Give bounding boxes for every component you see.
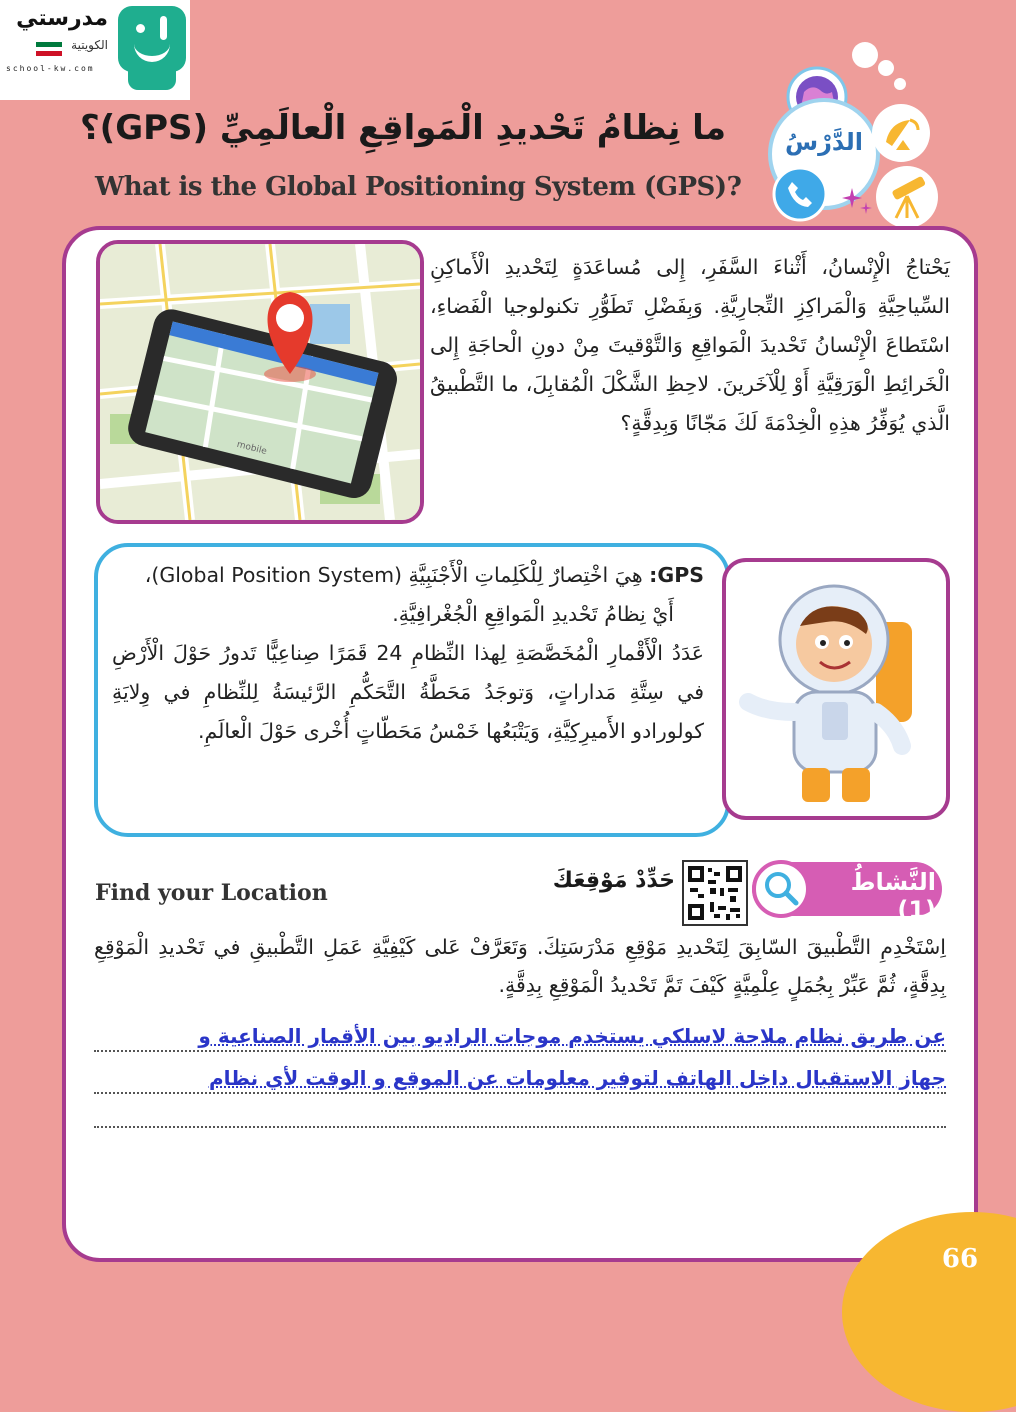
- magnifier-icon: [752, 860, 810, 918]
- activity-title: حَدِّدْ مَوْقِعَكَ: [552, 868, 675, 893]
- phone-icon: [772, 166, 828, 222]
- cloud-bubble-icon: [852, 42, 878, 68]
- definition-line-1: هِيَ اخْتِصارٌ لِلْكَلِماتِ الْأَجْنَبِيَّةِ (Global Position System)،: [144, 563, 643, 587]
- answer-line[interactable]: [94, 1050, 946, 1052]
- phone-brand: mobile: [235, 439, 268, 457]
- page-number: 66: [941, 1244, 979, 1274]
- definition-line-3: عَدَدُ الْأَقْمارِ الْمُخَصَّصَةِ لِهذا النِّظامِ 24 قَمَرًا صِناعِيًّا تَدورُ حَوْلَ الْأَرْضِ في سِتَّةِ مَداراتٍ، وَتوجَدُ مَحَطَّةُ التَّحَكُّمِ الرَّئيسَةُ لِلنِّظامِ في وِلايَةِ كولورادو الأَميرِكِيَّةِ، وَيَتْبَعُها خَمْسُ مَحَطّاتٍ أُخْرى حَوْلَ الْعالَمِ.: [112, 641, 704, 743]
- activity-label: النَّشاطُ (1): [850, 868, 936, 924]
- answer-line[interactable]: [94, 1092, 946, 1094]
- astronaut-icon: [726, 562, 946, 816]
- sparkle-icon: [840, 184, 876, 220]
- page-title-arabic: ما نِظامُ تَحْديدِ الْمَواقِعِ الْعالَمِيِّ (GPS)؟: [79, 108, 726, 148]
- logo-brand: مدرستي: [16, 6, 108, 31]
- activity-title-english: Find your Location: [95, 880, 328, 906]
- satellite-dish-icon: [870, 102, 932, 164]
- answer-line[interactable]: [94, 1126, 946, 1128]
- book-logo-icon: [128, 68, 176, 90]
- page-title-english: What is the Global Positioning System (GPS)?: [95, 172, 742, 202]
- gps-definition-text: [112, 556, 704, 751]
- qr-code-icon[interactable]: [682, 860, 748, 926]
- cloud-bubble-icon: [894, 78, 906, 90]
- telescope-icon: [874, 164, 940, 230]
- logo-subtitle: الكويتية: [71, 38, 108, 52]
- site-logo: [0, 0, 190, 100]
- cloud-bubble-icon: [878, 60, 894, 76]
- gps-term: GPS:: [649, 563, 704, 587]
- astronaut-box: [722, 558, 950, 820]
- answer-text-2: جهاز الاستقبال داخل الهاتف لتوفير معلومات عن الموقع و الوقت لأي نظام: [208, 1066, 946, 1090]
- smartphone-map-image: [96, 240, 424, 524]
- activity-instructions: اِسْتَخْدِمِ التَّطْبيقَ السّابِقَ لِتَحْديدِ مَوْقِعِ مَدْرَسَتِكَ. وَتَعَرَّفْ عَلى كَيْفِيَّةِ عَمَلِ التَّطْبيقِ في تَحْديدِ الْمَوْقِعِ بِدِقَّةٍ، ثُمَّ عَبِّرْ بِجُمَلٍ عِلْمِيَّةٍ كَيْفَ تَمَّ تَحْديدُ الْمَوْقِعِ بِدِقَّةٍ.: [94, 935, 946, 997]
- intro-paragraph: يَحْتاجُ الْإِنْسانُ، أَثْناءَ السَّفَرِ، إِلى مُساعَدَةٍ لِتَحْديدِ الْأَماكِنِ السِّياحِيَّةِ وَالْمَراكِزِ التِّجارِيَّةِ. وَبِفَضْلِ تَطَوُّرِ تكنولوجيا الْفَضاءِ، اسْتَطاعَ الْإِنْسانُ تَحْديدَ الْمَواقِعِ وَالتَّوْقيتَ مِنْ دونِ الْحاجَةِ إِلى الْخَرائِطِ الْوَرَقِيَّةِ أَوْ لِلْآخَرينَ. لاحِظِ الشَّكْلَ الْمُقابِلَ، ما التَّطْبيقُ الَّذي يُوَفِّرُ هذِهِ الْخِدْمَةَ لَكَ مَجّانًا وَبِدِقَّةٍ؟: [430, 255, 950, 435]
- logo-url: school-kw.com: [6, 64, 95, 73]
- lesson-label: الدَّرْسُ: [784, 128, 864, 156]
- definition-line-2: أَيْ نِظامُ تَحْديدِ الْمَواقِعِ الْجُغْرافِيَّةِ.: [392, 602, 674, 626]
- smile-logo-icon: [118, 6, 186, 72]
- answer-text-1: عن طريق نظام ملاحة لاسلكي يستخدم موجات الراديو بين الأقمار الصناعية و: [198, 1024, 946, 1048]
- kuwait-flag-icon: [36, 42, 62, 56]
